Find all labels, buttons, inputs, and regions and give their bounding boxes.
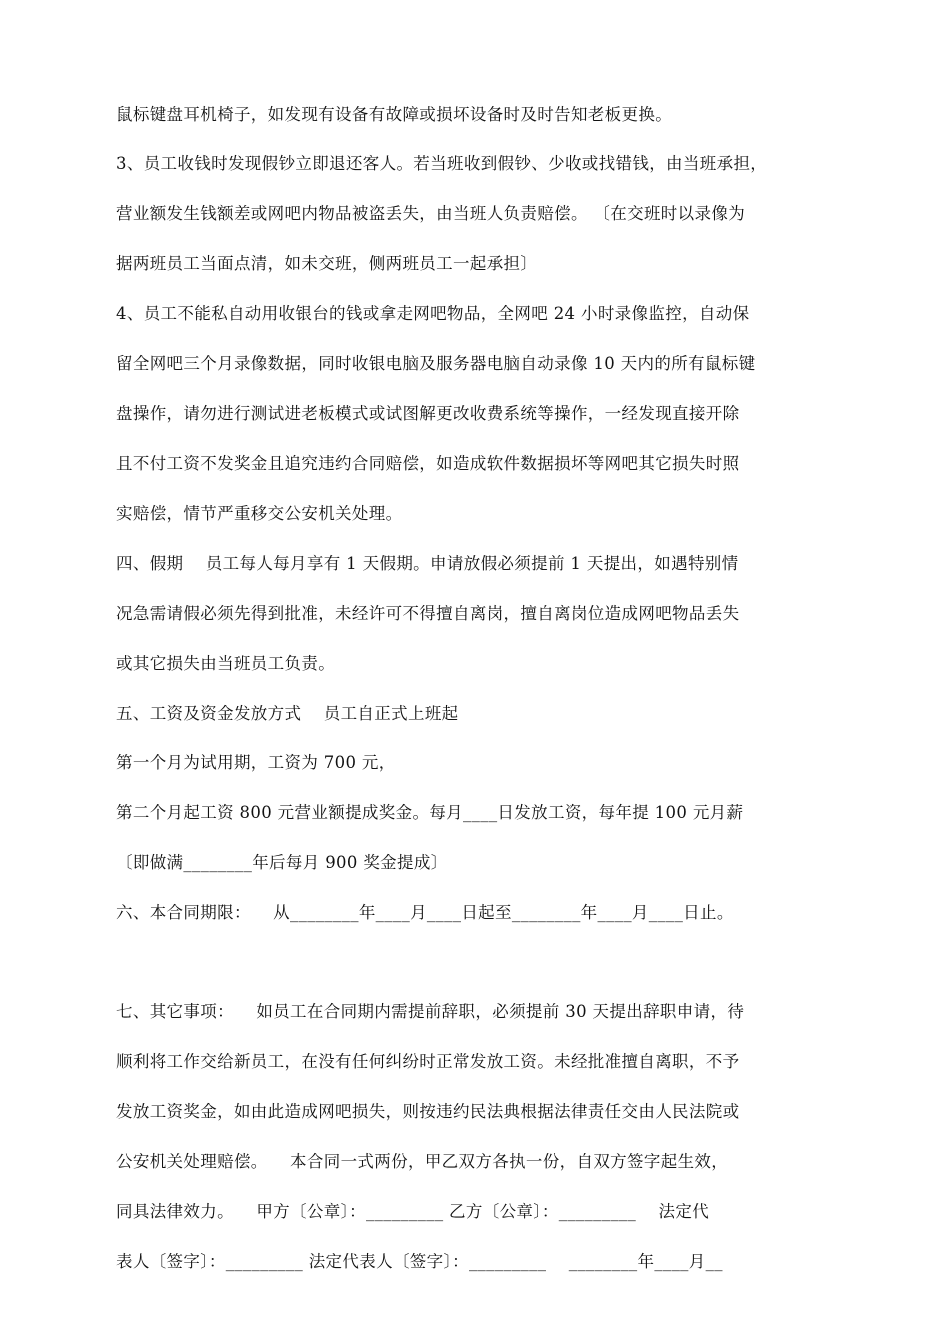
text-line: 4、员工不能私自动用收银台的钱或拿走网吧物品，全网吧 24 小时录像监控，自动保: [116, 304, 750, 323]
text-line: 五、工资及资金发放方式 员工自正式上班起: [116, 704, 459, 723]
text-line: 七、其它事项： 如员工在合同期内需提前辞职，必须提前 30 天提出辞职申请，待: [116, 1002, 745, 1021]
text-line: 第一个月为试用期，工资为 700 元，: [116, 753, 396, 772]
text-line: 〔即做满________年后每月 900 奖金提成〕: [116, 853, 448, 872]
text-line: 3、员工收钱时发现假钞立即退还客人。若当班收到假钞、少收或找错钱，由当班承担，: [116, 154, 768, 173]
text-line: 发放工资奖金，如由此造成网吧损失，则按违约民法典根据法律责任交由人民法院或: [116, 1102, 740, 1121]
text-line: 公安机关处理赔偿。 本合同一式两份，甲乙双方各执一份，自双方签字起生效，: [116, 1152, 729, 1171]
text-line: 表人〔签字〕：_________ 法定代表人〔签字〕：_________ ________年____月__: [116, 1252, 723, 1271]
text-line: 实赔偿，情节严重移交公安机关处理。: [116, 504, 403, 523]
text-line: 或其它损失由当班员工负责。: [116, 654, 336, 673]
text-line: 留全网吧三个月录像数据，同时收银电脑及服务器电脑自动录像 10 天内的所有鼠标键: [116, 354, 756, 373]
text-line: 营业额发生钱额差或网吧内物品被盗丢失，由当班人负责赔偿。 〔在交班时以录像为: [116, 204, 746, 223]
text-line: 第二个月起工资 800 元营业额提成奖金。每月____日发放工资，每年提 100 元月薪: [116, 803, 744, 822]
text-line: 同具法律效力。 甲方〔公章〕：_________ 乙方〔公章〕：_________ 法定代: [116, 1202, 710, 1221]
text-line: 且不付工资不发奖金且追究违约合同赔偿，如造成软件数据损坏等网吧其它损失时照: [116, 454, 740, 473]
text-line: 六、本合同期限： 从________年____月____日起至________年____月____日止。: [116, 903, 734, 922]
text-line: 据两班员工当面点清，如未交班，侧两班员工一起承担〕: [116, 254, 538, 273]
text-line: 四、假期 员工每人每月享有 1 天假期。申请放假必须提前 1 天提出，如遇特别情: [116, 554, 739, 573]
text-line: 盘操作，请勿进行测试进老板模式或试图解更改收费系统等操作，一经发现直接开除: [116, 404, 740, 423]
text-line: 鼠标键盘耳机椅子，如发现有设备有故障或损坏设备时及时告知老板更换。: [116, 105, 673, 124]
text-line: 顺利将工作交给新员工，在没有任何纠纷时正常发放工资。未经批准擅自离职，不予: [116, 1052, 740, 1071]
text-line: 况急需请假必须先得到批准，未经许可不得擅自离岗，擅自离岗位造成网吧物品丢失: [116, 604, 740, 623]
